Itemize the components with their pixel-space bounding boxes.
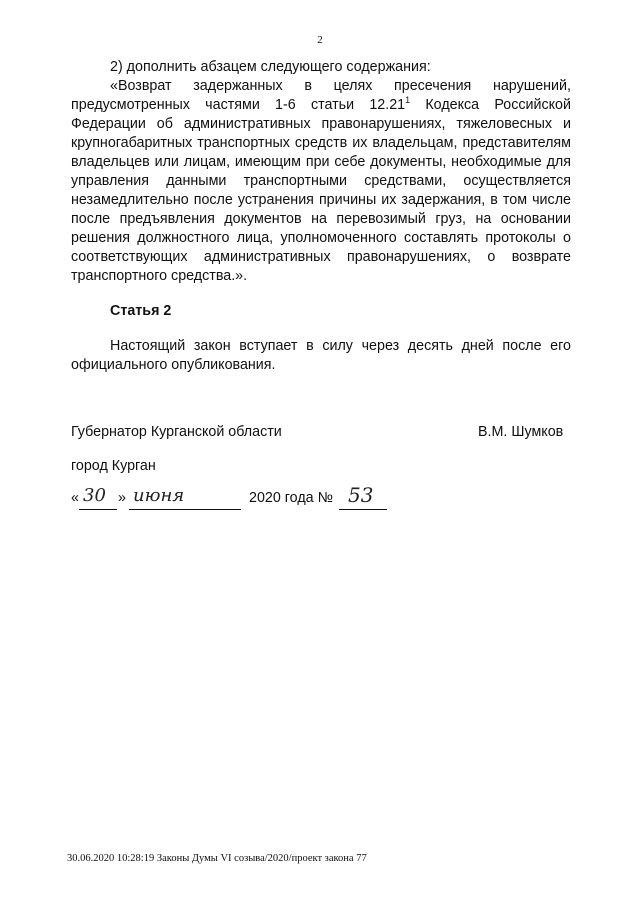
footer-stamp: 30.06.2020 10:28:19 Законы Думы VI созыва/2020/проект закона 77 (67, 853, 367, 864)
number-underline (339, 509, 387, 510)
article-2-body (71, 337, 571, 375)
signatory-position: Губернатор Курганской области (71, 424, 282, 440)
amendment-intro: 2) дополнить абзацем следующего содержания: (110, 59, 431, 75)
document-number-handwritten: 53 (348, 483, 374, 507)
date-month-handwritten: июня (133, 485, 185, 506)
date-year-text: 2020 года № (249, 490, 333, 506)
city-name: город Курган (71, 458, 156, 474)
date-line (71, 483, 411, 514)
quote-text-part2: Кодекса Российской Федерации об административных правонарушениях, тяжеловесных и крупногабаритных транспортных средств их владельцам, представителям владельцев или лицам, имеющим при себе документы, необходимые для управления данными транспортными средствами, осуществляется незамедлительно после устранения причины их задержания, в том числе после предъявления документов на перевозимый груз, на основании решения должностного лица, уполномоченного составлять протоколы о соответствующих административных правонарушениях, о возврате транспортного средства.». (71, 97, 571, 284)
article-2-title: Статья 2 (110, 303, 172, 319)
quote-superscript: 1 (405, 95, 411, 106)
page-number: 2 (317, 34, 323, 46)
quote-text-part1: «Возврат задержанных в целях пресечения нарушений, предусмотренных частями 1-6 статьи 12.21 (71, 78, 571, 113)
date-close-quote: » (118, 490, 126, 506)
signatory-name: В.М. Шумков (478, 424, 564, 440)
article-2-text: Настоящий закон вступает в силу через десять дней после его официального опубликования. (71, 338, 571, 373)
month-underline (129, 509, 241, 510)
amendment-quote (71, 77, 571, 286)
day-underline (79, 509, 117, 510)
date-day-handwritten: 30 (83, 485, 106, 506)
date-open-quote: « (71, 490, 79, 506)
amendment-block (71, 58, 571, 286)
